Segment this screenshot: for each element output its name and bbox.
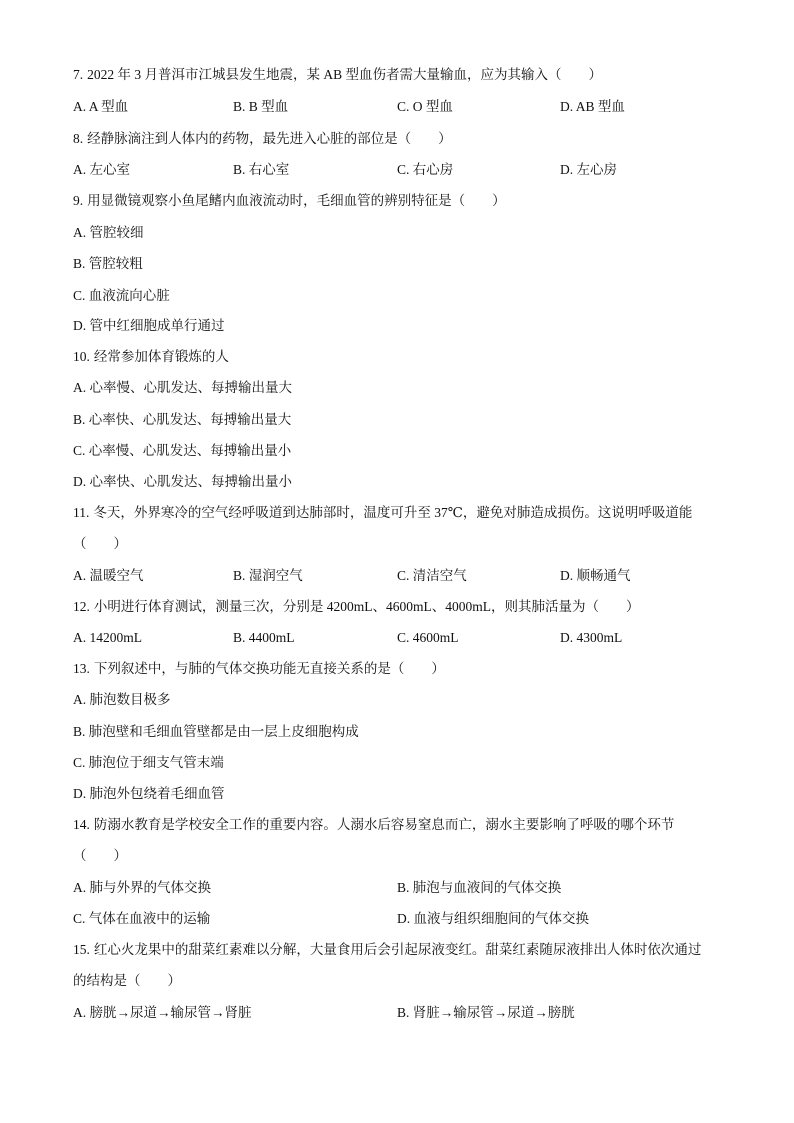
option-d: D. 4300mL xyxy=(560,630,623,645)
question-number: 12. xyxy=(73,599,90,614)
question-15-stem xyxy=(73,940,701,960)
option-d: D. 顺畅通气 xyxy=(560,568,631,583)
question-12-stem xyxy=(73,597,640,617)
option-c: C. 肺泡位于细支气管末端 xyxy=(73,755,224,770)
question-stem-text: 防溺水教育是学校安全工作的重要内容。人溺水后容易窒息而亡，溺水主要影响了呼吸的哪个环节 xyxy=(93,817,675,832)
question-8-stem xyxy=(73,129,452,149)
option-a: A. 肺与外界的气体交换 xyxy=(73,880,211,895)
question-number: 10. xyxy=(73,349,90,364)
question-10-stem xyxy=(73,347,229,367)
option-d: D. 左心房 xyxy=(560,162,617,177)
question-14-stem xyxy=(73,815,674,835)
question-13-stem xyxy=(73,659,445,679)
option-b: B. 4400mL xyxy=(233,630,295,645)
option-c: C. O 型血 xyxy=(397,99,453,114)
option-d: D. 管中红细胞成单行通过 xyxy=(73,318,225,333)
question-9-stem xyxy=(73,191,506,211)
option-b: B. 肾脏→输尿管→尿道→膀胱 xyxy=(397,1005,575,1020)
question-stem-text: 冬天，外界寒冷的空气经呼吸道到达肺部时，温度可升至 37℃，避免对肺造成损伤。这说明呼吸道能 xyxy=(93,505,693,520)
question-number: 14. xyxy=(73,817,90,832)
question-stem-text: 经常参加体育锻炼的人 xyxy=(93,349,229,364)
option-c: C. 右心房 xyxy=(397,162,454,177)
question-11-stem xyxy=(73,503,692,523)
question-stem-continuation: （ ） xyxy=(73,536,127,551)
question-14-options-row-1 xyxy=(0,878,794,898)
option-a: A. 心率慢、心肌发达、每搏输出量大 xyxy=(73,380,292,395)
question-number: 9. xyxy=(73,193,84,208)
option-b: B. B 型血 xyxy=(233,99,289,114)
option-a: A. 左心室 xyxy=(73,162,130,177)
question-stem-text: 红心火龙果中的甜菜红素难以分解，大量食用后会引起尿液变红。甜菜红素随尿液排出人体时依次通过 xyxy=(93,942,702,957)
option-a: A. 膀胱→尿道→输尿管→肾脏 xyxy=(73,1005,252,1020)
option-d: D. 心率快、心肌发达、每搏输出量小 xyxy=(73,474,292,489)
option-c: C. 血液流向心脏 xyxy=(73,288,170,303)
question-7-stem xyxy=(73,65,602,85)
option-d: D. 肺泡外包绕着毛细血管 xyxy=(73,786,225,801)
question-number: 15. xyxy=(73,942,90,957)
question-stem-text: 经静脉滴注到人体内的药物，最先进入心脏的部位是（ ） xyxy=(87,131,452,146)
question-14-options-row-2 xyxy=(0,909,794,929)
option-a: A. 14200mL xyxy=(73,630,142,645)
question-7-options xyxy=(0,97,794,117)
option-c: C. 心率慢、心肌发达、每搏输出量小 xyxy=(73,443,292,458)
option-d: D. 血液与组织细胞间的气体交换 xyxy=(397,911,589,926)
question-number: 11. xyxy=(73,505,90,520)
question-number: 7. xyxy=(73,67,84,82)
option-b: B. 湿润空气 xyxy=(233,568,303,583)
question-stem-text: 2022 年 3 月普洱市江城县发生地震，某 AB 型血伤者需大量输血，应为其输入（ ） xyxy=(87,67,603,82)
option-c: C. 气体在血液中的运输 xyxy=(73,911,211,926)
option-c: C. 清洁空气 xyxy=(397,568,467,583)
option-d: D. AB 型血 xyxy=(560,99,625,114)
question-stem-continuation: （ ） xyxy=(73,848,127,863)
option-b: B. 管腔较粗 xyxy=(73,256,143,271)
option-a: A. 肺泡数目极多 xyxy=(73,692,171,707)
question-number: 8. xyxy=(73,131,84,146)
question-stem-text: 小明进行体育测试，测量三次，分别是 4200mL、4600mL、4000mL，则其肺活量为（ ） xyxy=(93,599,640,614)
question-8-options xyxy=(0,160,794,180)
question-stem-text: 用显微镜观察小鱼尾鳍内血液流动时，毛细血管的辨别特征是（ ） xyxy=(87,193,506,208)
option-b: B. 肺泡壁和毛细血管壁都是由一层上皮细胞构成 xyxy=(73,724,359,739)
question-stem-continuation: 的结构是（ ） xyxy=(73,973,181,988)
option-a: A. 温暖空气 xyxy=(73,568,144,583)
option-b: B. 心率快、心肌发达、每搏输出量大 xyxy=(73,412,292,427)
question-stem-text: 下列叙述中，与肺的气体交换功能无直接关系的是（ ） xyxy=(93,661,445,676)
option-b: B. 右心室 xyxy=(233,162,290,177)
option-b: B. 肺泡与血液间的气体交换 xyxy=(397,880,562,895)
question-15-options xyxy=(0,1003,794,1023)
question-12-options xyxy=(0,628,794,648)
option-a: A. 管腔较细 xyxy=(73,225,144,240)
option-c: C. 4600mL xyxy=(397,630,459,645)
option-a: A. A 型血 xyxy=(73,99,129,114)
question-11-options xyxy=(0,566,794,586)
question-number: 13. xyxy=(73,661,90,676)
